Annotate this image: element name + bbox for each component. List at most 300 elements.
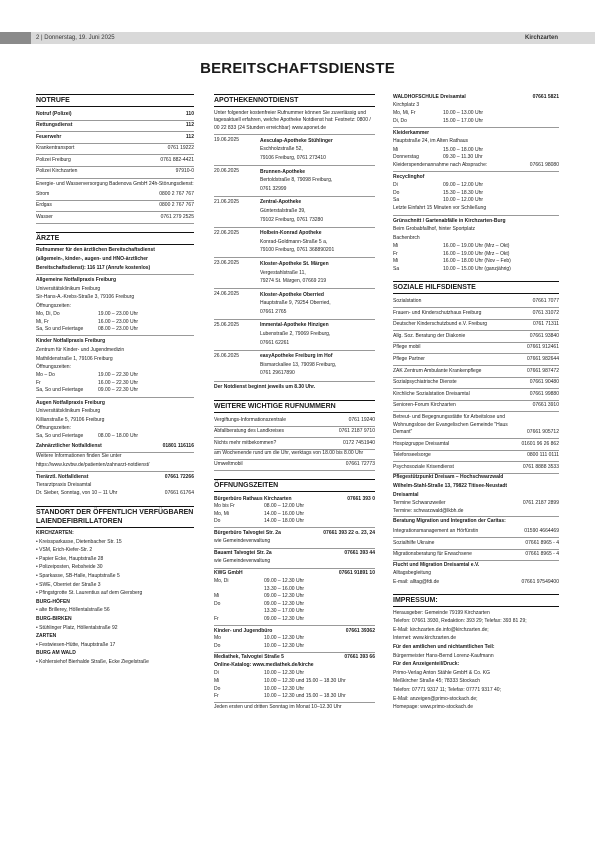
hours-row xyxy=(393,118,559,126)
apotheke-info xyxy=(260,137,333,163)
hours-day: Sa, So und Feiertage xyxy=(36,387,84,394)
apotheke-name: easyApotheke Freiburg im Hof xyxy=(260,353,333,360)
oeffnung-block-head xyxy=(214,530,375,538)
oeffnung-hours-row xyxy=(214,518,375,526)
zahnarzt-label: Zahnärztlicher Notfalldienst xyxy=(36,442,102,449)
oeffnung-hours-time: 13.30 – 16.00 Uhr xyxy=(264,585,305,592)
section-heading-aerzte: ÄRZTE xyxy=(36,232,194,245)
oeffnung-hours-day: Do xyxy=(214,518,221,525)
kinder-line: Mathildenstraße 1, 79106 Freiburg xyxy=(36,355,113,362)
oeffnung-hours-time: 10.00 – 12.30 Uhr xyxy=(264,642,305,649)
oeffnung-hours-day: Fr xyxy=(214,615,219,622)
oeffnung-hours-day: Di xyxy=(214,670,219,677)
aerzte-line: Öffnungszeiten: xyxy=(36,303,71,309)
tierarzt-label: Tierärztl. Notfalldienst xyxy=(36,473,89,480)
hilfsdienst-value: 0800 111 0111 xyxy=(527,452,559,459)
oeffnung-block-head xyxy=(214,496,375,504)
defi-location: • Stühlinger Platz, Höllentalstraße 92 xyxy=(36,624,194,633)
kleider-tel-label: Kleiderspendenannahme nach Absprache: xyxy=(393,161,488,168)
apotheke-name: Zentral-Apotheke xyxy=(260,199,302,206)
apotheke-address: 07661 62261 xyxy=(260,339,290,346)
hours-time: 15.00 – 17.00 Uhr xyxy=(443,117,484,124)
apotheken-list xyxy=(214,135,375,381)
flucht-email[interactable]: E-mail: alltag@fdi.de xyxy=(393,578,440,585)
hours-time: 16.00 – 19.00 Uhr (Mrz – Okt) xyxy=(443,243,510,250)
migration-value: 07661 8965 - 4 xyxy=(525,551,559,558)
page-header-left: 2 | Donnerstag, 19. Juni 2025 xyxy=(36,35,115,41)
oeffnung-hours-day: Mi xyxy=(214,593,220,600)
tierarzt-row-2 xyxy=(36,490,194,498)
hilfsdienst-row xyxy=(393,308,559,320)
impressum-line: Internet: www.kirchzarten.de xyxy=(393,635,457,642)
defi-location: • Kohlersiehof Bierhalde Straße, Ecke Ziegelstraße xyxy=(36,658,194,667)
hours-row xyxy=(393,154,559,162)
oeffnung-hours-time: 13.30 – 17.00 Uhr xyxy=(264,608,305,615)
migration-row xyxy=(393,527,559,539)
hilfsdienst-value: 0761 71311 xyxy=(532,321,559,328)
migration-label: Integrationsmanagement an Hörfürstin xyxy=(393,528,479,535)
hilfsdienst-label: Allg. Soz. Beratung der Diakonie xyxy=(393,332,466,339)
oeffnung-hours-row xyxy=(214,686,375,694)
migration-title: Beratung Migration und Integration der Caritas: xyxy=(393,518,506,525)
hours-time: 08.00 – 18.00 Uhr xyxy=(98,433,139,440)
apotheke-address: 0761 29617890 xyxy=(260,370,295,377)
section-heading-oeffnung: ÖFFNUNGSZEITEN xyxy=(214,479,375,492)
kleider-tel: 07661 98080 xyxy=(529,161,559,168)
apotheke-info xyxy=(260,353,336,379)
hours-row xyxy=(36,372,194,380)
defi-location: • Pfingstgrotte St. Laurentius auf dem Giersberg xyxy=(36,590,194,599)
apotheke-entry xyxy=(214,351,375,382)
notruf-label: Notruf (Polizei) xyxy=(36,110,72,117)
hilfsdienst-value: 0761 8888 3533 xyxy=(522,463,559,470)
hilfsdienst-label: Hospizgruppe Dreisamtal xyxy=(393,440,450,447)
hilfsdienst-row xyxy=(393,366,559,378)
weitere-label: Abfallberatung des Landkreises xyxy=(214,428,285,435)
notruf-row xyxy=(36,155,194,167)
oeffnung-footer: Jeden ersten und dritten Sonntag im Monat 10–12.30 Uhr xyxy=(214,703,342,710)
page-title: BEREITSCHAFTSDIENSTE xyxy=(200,60,395,77)
kinder-line: Zentrum für Kinder- und Jugendmedizin xyxy=(36,346,125,353)
column-3 xyxy=(393,94,559,712)
aerzte-line: Sir-Hans-A.-Krebs-Straße 3, 79106 Freiburg xyxy=(36,294,135,301)
flucht-line: Alltagsbegleitung xyxy=(393,570,432,577)
energie-label: Strom xyxy=(36,190,50,197)
flucht-line: Flucht und Migration Dreisamtal e.V. xyxy=(393,561,480,568)
defi-location: • alte Brillerey, Höllentalstraße 56 xyxy=(36,607,194,616)
column-1 xyxy=(36,94,194,667)
tierarzt-phone-2: 07661 61764 xyxy=(164,489,194,496)
oeffnung-hours-time: 10.00 – 12.30 Uhr xyxy=(264,670,305,677)
umweltmobil-phone: 07661 72773 xyxy=(345,461,375,467)
migration-list xyxy=(393,527,559,562)
apotheke-address: Bismarckallee 13, 79098 Freiburg, xyxy=(260,361,337,368)
oeffnung-block-note: wie Gemeindeverwaltung xyxy=(214,558,271,565)
oeffnung-hours-row xyxy=(214,693,375,701)
energie-value: 0800 2 767 767 xyxy=(159,190,194,197)
oeffnung-block xyxy=(214,653,375,704)
weitere-label: Nichts mehr mitbekommen? xyxy=(214,439,277,446)
oeffnung-block xyxy=(214,528,375,548)
defi-group-name: BURG-HÖFEN xyxy=(36,598,70,605)
hours-list xyxy=(36,433,194,441)
hours-time: 16.00 – 22.30 Uhr xyxy=(98,379,139,386)
oeffnung-hours-time: 09.00 – 12.30 Uhr xyxy=(264,577,305,584)
apotheke-address: 79102 Freiburg, 0761 73280 xyxy=(260,216,324,223)
apotheke-name: Immental-Apotheke Hinzigen xyxy=(260,322,329,329)
oeffnung-block-phone: 07661 393 66 xyxy=(344,654,375,661)
apotheke-name: Aesculap-Apotheke Stühlinger xyxy=(260,137,333,144)
section-heading-defi: STANDORT DER ÖFFENTLICH VERFÜGBAREN LAIENDEFIBRILLATOREN xyxy=(36,506,194,528)
apotheke-entry xyxy=(214,135,375,166)
apotheke-info xyxy=(260,168,332,194)
oeffnung-hours-day: Mo, Di xyxy=(214,577,229,584)
hours-time: 10.00 – 13.00 Uhr xyxy=(443,110,484,117)
hilfsdienst-label: Sozialstation xyxy=(393,297,422,304)
oeffnung-hours-day: Do xyxy=(214,685,221,692)
defi-group-name: KIRCHZARTEN: xyxy=(36,530,74,537)
notruf-row xyxy=(36,144,194,156)
impressum-line: Telefon: 07661 3930, Redaktion: 393 29; Telefax: 393 81 29; xyxy=(393,618,527,625)
hours-time: 10.00 – 15.00 Uhr (ganzjährig) xyxy=(443,265,511,272)
hours-day: Mi xyxy=(393,243,399,250)
oeffnung-hours-row xyxy=(214,635,375,643)
apotheke-entry xyxy=(214,197,375,228)
impressum-line: Für den amtlichen und nichtamtlichen Teil: xyxy=(393,643,495,650)
defi-location: • Kreissparkasse, Dietenbacher Str. 15 xyxy=(36,538,194,547)
hilfsdienst-label: Psychosoziale Krisendienst xyxy=(393,463,454,470)
impressum-line: Herausgeber: Gemeinde 79199 Kirchzarten xyxy=(393,609,490,616)
hilfsdienst-label: Telefonseelsorge xyxy=(393,452,431,459)
section-heading-hilfsdienste: SOZIALE HILFSDIENSTE xyxy=(393,281,559,294)
hours-row xyxy=(36,311,194,319)
oeffnung-hours-row xyxy=(214,608,375,616)
oeffnung-hours-row xyxy=(214,586,375,594)
weitere-row xyxy=(214,438,375,450)
energie-label: Erdgas xyxy=(36,202,52,209)
oeffnung-hours-row xyxy=(214,616,375,624)
oeffnung-block-phone: 07661 39362 xyxy=(345,627,375,634)
notrufe-list xyxy=(36,109,194,179)
energie-value: 0761 279 2525 xyxy=(160,213,194,220)
notruf-value: 112 xyxy=(185,133,194,140)
apotheke-name: Holbein-Konrad Apotheke xyxy=(260,230,322,237)
apotheke-address: Vergestahlstraße 11, xyxy=(260,269,306,276)
defi-list xyxy=(36,530,194,668)
section-heading-apotheken: APOTHEKENNOTDIENST xyxy=(214,94,375,107)
apotheke-address: Bertoldstraße 8, 79098 Freiburg, xyxy=(260,177,333,184)
hours-row xyxy=(393,190,559,198)
notruf-row xyxy=(36,121,194,133)
kleider-tel-row xyxy=(393,162,559,170)
tierarzt-row xyxy=(36,472,194,481)
hours-time: 16.00 – 18.00 Uhr (Nov – Feb) xyxy=(443,258,511,265)
migration-value: 07661 8965 - 4 xyxy=(525,539,559,546)
oeffnung-hours-day: Mi xyxy=(214,678,220,685)
hours-day: Donnerstag xyxy=(393,154,419,161)
oeffnung-hours-day: Do xyxy=(214,600,221,607)
hours-row xyxy=(36,319,194,327)
hours-day: Mi xyxy=(393,258,399,265)
hours-day: Sa xyxy=(393,197,400,204)
apotheke-name: Kloster-Apotheke Oberried xyxy=(260,291,324,298)
hours-row xyxy=(36,387,194,395)
apotheke-info xyxy=(260,199,323,225)
zahnarzt-row xyxy=(36,441,194,453)
defi-location: • Festwiesen-Hütte, Hauptstraße 17 xyxy=(36,641,194,650)
energie-label: Wasser xyxy=(36,213,53,220)
section-heading-notrufe: NOTRUFE xyxy=(36,94,194,107)
oeffnung-hours-row xyxy=(214,593,375,601)
migration-value: 01590 4664469 xyxy=(524,528,559,535)
impressum-line: Primo-Verlag Anton Stähle GmbH & Co. KG xyxy=(393,669,490,676)
pflege-phone: 0761 2187 2899 xyxy=(522,499,559,506)
oeffnung-block xyxy=(214,569,375,626)
hilfsdienst-value: 0761 31072 xyxy=(532,309,559,316)
hours-list xyxy=(393,110,559,125)
zahnarzt-note: Weitere Informationen finden Sie unter xyxy=(36,453,122,460)
defi-location: • SWE, Oberriet der Straße 3 xyxy=(36,581,194,590)
apotheke-address: Lubenstraße 2, 79069 Freiburg, xyxy=(260,331,331,338)
zahnarzt-phone: 01801 116116 xyxy=(162,442,194,449)
pflege-label: Termine Schwanzweiler xyxy=(393,499,446,506)
hours-row xyxy=(36,433,194,441)
hilfs-list xyxy=(393,296,559,412)
hours-day: Mo, Mi, Fr xyxy=(393,110,416,117)
notruf-value: 112 xyxy=(185,122,194,129)
augen-line: Augen Notfallpraxis Freiburg xyxy=(36,399,105,406)
page-header-bar xyxy=(0,32,595,44)
hilfsdienst-value: 07661 987472 xyxy=(527,367,559,374)
notruf-label: Polizei Kirchzarten xyxy=(36,168,78,175)
apotheke-date: 24.06.2025 xyxy=(214,291,240,298)
hilfsdienst-row xyxy=(393,462,559,474)
hours-list xyxy=(393,147,559,162)
impressum-line: Telefon: 07771 9317 11; Telefax: 07771 9317 40; xyxy=(393,686,501,693)
impressum-line: Meßkircher Straße 45; 78333 Stockach xyxy=(393,678,480,685)
oeffnung-hours-row xyxy=(214,643,375,651)
pflege-row xyxy=(393,500,559,508)
migration-row xyxy=(393,538,559,550)
apotheke-address: Konrad-Goldmann-Straße 5 a, xyxy=(260,238,328,245)
hours-time: 10.00 – 12.00 Uhr xyxy=(443,197,484,204)
hours-time: 19.00 – 22.30 Uhr xyxy=(98,372,139,379)
defi-group-name: BURG AM WALD xyxy=(36,650,76,657)
hours-day: Sa, So und Feiertage xyxy=(36,433,84,440)
apotheke-address: Eschholzstraße 52, xyxy=(260,146,303,153)
hours-list xyxy=(393,182,559,205)
hours-day: Mo, Di, Do xyxy=(36,311,60,318)
hours-time: 09.00 – 12.00 Uhr xyxy=(443,181,484,188)
defi-location: • Papier Ecke, Hauptstraße 28 xyxy=(36,555,194,564)
hilfsdienst-value: 07661 912461 xyxy=(527,344,559,351)
oeffnung-hours-time: 10.00 – 12.30 Uhr xyxy=(264,635,305,642)
hilfsdienst-label: Senioren-Forum Kirchzarten xyxy=(393,402,456,409)
pflege-line: Wilhelm-Stahl-Straße 13, 79822 Titisee-Neustadt xyxy=(393,483,508,490)
oeffnung-hours-time: 10.00 – 12.30 und 15.00 – 18.30 Uhr xyxy=(264,693,346,700)
augen-line: Öffnungszeiten: xyxy=(36,425,71,432)
energie-label: Energie- und Wasserversorgung Badenova GmbH 24h-Störungsdienst: xyxy=(36,181,194,188)
oeffnung-block-title: Bürgerbüro Talvogtei Str. 2a xyxy=(214,529,281,536)
augen-line: Killianstraße 5, 79106 Freiburg xyxy=(36,416,105,423)
weitere-list xyxy=(214,415,375,450)
hours-time: 09.00 – 22.30 Uhr xyxy=(98,387,139,394)
oeffnung-hours-row xyxy=(214,511,375,519)
apotheke-date: 25.06.2025 xyxy=(214,321,240,328)
weitere-note: am Wochenende rund um die Uhr, werktags von 18.00 bis 8.00 Uhr xyxy=(214,450,375,460)
hilfsdienst-value: 01601 96 26 862 xyxy=(521,440,559,447)
oeffnung-block xyxy=(214,549,375,569)
page-header-right: Kirchzarten xyxy=(524,35,558,41)
aerzte-line: Bereitschaftsdienst): 116 117 (Anrufe kostenlos) xyxy=(36,264,151,271)
oeffnung-hours-time: 09.00 – 12.30 Uhr xyxy=(264,615,305,622)
gruen-line: Beim Grobabfallhof, hinter Sportplatz xyxy=(393,226,475,233)
oeffnung-hours-time: 10.00 – 12.30 Uhr xyxy=(264,685,305,692)
apotheke-entry xyxy=(214,228,375,259)
apotheke-entry xyxy=(214,166,375,197)
hours-time: 16.00 – 19.00 Uhr (Mrz – Okt) xyxy=(443,250,510,257)
gruen-title: Grünschnitt / Gartenabfälle in Kirchzarten-Burg xyxy=(393,217,506,224)
hilfsdienst-label: Deutscher Kinderschutzbund e.V. Freiburg xyxy=(393,321,488,328)
kleider-title: Kleiderkammer xyxy=(393,129,430,136)
hilfsdienst-label: Pflege mobil xyxy=(393,344,421,351)
hilfsdienst-row xyxy=(393,354,559,366)
recycling-note: Letzte Einfahrt 15 Minuten vor Schließung xyxy=(393,205,487,212)
hilfsdienst-row xyxy=(393,296,559,308)
tierarzt-line: Tierarztpraxis Dreisamtal xyxy=(36,481,92,488)
defi-location: • VSM, Erich-Kiefer-Str. 2 xyxy=(36,547,194,556)
column-2 xyxy=(214,94,375,712)
oeffnung-hours-day: Mo bis Fr xyxy=(214,503,235,510)
oeffnung-block-head xyxy=(214,628,375,636)
apotheke-entry xyxy=(214,258,375,289)
umweltmobil-row xyxy=(214,460,375,472)
hilfsdienst-row xyxy=(393,378,559,390)
augen-line: Universitätsklinikum Freiburg xyxy=(36,408,101,415)
weitere-label: Vergiftungs-Informationszentrale xyxy=(214,416,286,423)
aerzte-line: (allgemein-, kinder-, augen- und HNO-ärztlicher xyxy=(36,256,148,263)
oeffnung-block-title: KWG GmbH xyxy=(214,570,243,577)
zahnarzt-link[interactable]: https://www.kzvbw.de/patienten/zahnarzt-notdienst/ xyxy=(36,461,194,472)
hours-time: 15.30 – 18.30 Uhr xyxy=(443,189,484,196)
weitere-value: 0172 7451940 xyxy=(343,439,375,446)
gruen-line: Bachenbrch xyxy=(393,235,420,241)
waldhof-addr: Kirchplatz 3 xyxy=(393,102,420,109)
hilfsdienst-value: 07661 99880 xyxy=(529,390,559,397)
hilfsdienst-row xyxy=(393,389,559,401)
hours-time: 15.00 – 18.00 Uhr xyxy=(443,146,484,153)
tierarzt-line: Dr. Sieber, Sonntag, von 10 – 11 Uhr xyxy=(36,489,118,496)
apotheke-address: 79100 Freiburg, 0761 368890201 xyxy=(260,247,335,254)
page-tab-marker xyxy=(0,32,31,44)
weitere-row xyxy=(214,427,375,439)
energie-row xyxy=(36,212,194,224)
hilfsdienst-label: Kirchliche Sozialstation Dreisamtal xyxy=(393,390,470,397)
notruf-row xyxy=(36,132,194,144)
apotheke-date: 20.06.2025 xyxy=(214,168,240,175)
oeffnung-hours-row xyxy=(214,678,375,686)
oeffnung-hours-time: 09.00 – 12.30 Uhr xyxy=(264,593,305,600)
oeffnung-hours-time: 14.00 – 16.00 Uhr xyxy=(264,510,305,517)
waldhof-phone: 07661 5821 xyxy=(532,94,559,100)
aerzte-line: Allgemeine Notfallpraxis Freiburg xyxy=(36,277,117,284)
oeffnung-block-head xyxy=(214,654,375,662)
oeffnung-hours-row xyxy=(214,670,375,678)
hilfsdienst-label: ZAK Zentrum Ambulante Krankenpflege xyxy=(393,367,482,374)
notruf-value: 0761 882-4421 xyxy=(160,156,194,163)
notruf-row xyxy=(36,167,194,179)
hilfsdienst-row xyxy=(393,320,559,332)
apotheken-intro: Unter folgender kostenfreier Rufnummer können Sie zuverlässig und tagesaktuell erfahren, welche Apotheke Notdienst hat: Festnetz: 0800 / 00 22 833 (24 Stunden erreichbar) www.aponet.de xyxy=(214,109,375,135)
hours-time: 16.00 – 23.00 Uhr xyxy=(98,318,139,325)
aerzte-line: Rufnummer für den ärztlichen Bereitschaftsdienst xyxy=(36,247,155,254)
apotheke-info xyxy=(260,230,334,256)
hilfsdienst-label: Pflege Partner xyxy=(393,355,425,362)
oeffnung-hours-row xyxy=(214,601,375,609)
section-heading-impressum: IMPRESSUM: xyxy=(393,594,559,607)
oeffnung-block-phone: 07661 393 44 xyxy=(344,550,375,557)
apotheke-entry xyxy=(214,289,375,320)
oeffnung-block-title: Mediathek, Talvogtei Straße 5 xyxy=(214,654,284,661)
oeffnung-hours-row xyxy=(214,578,375,586)
hours-row xyxy=(393,251,559,259)
apotheke-date: 19.06.2025 xyxy=(214,137,240,144)
oeffnung-block-note: wie Gemeindeverwaltung xyxy=(214,538,271,545)
apotheke-address: 0761 32999 xyxy=(260,185,287,192)
apotheke-date: 26.06.2025 xyxy=(214,352,240,359)
hours-day: Mo – Do xyxy=(36,372,55,379)
hours-list xyxy=(36,311,194,334)
notruf-value: 0761 19222 xyxy=(167,145,194,152)
hours-day: Fr xyxy=(36,379,41,386)
recycling-title: Recyclinghof xyxy=(393,173,425,180)
weitere-value: 0761 19240 xyxy=(348,416,375,423)
apotheke-info xyxy=(260,291,331,317)
defi-group-name: ZARTEN xyxy=(36,633,57,640)
notruf-value: 97910-0 xyxy=(175,168,194,175)
flucht-row xyxy=(393,579,559,587)
notruf-value: 110 xyxy=(185,110,194,117)
energie-row xyxy=(36,201,194,213)
hilfsdienst-value: 07661 7077 xyxy=(532,297,559,304)
hours-list xyxy=(393,243,559,273)
waldhof-row xyxy=(393,94,559,102)
apotheke-address: Hauptstraße 9, 79254 Oberried, xyxy=(260,300,331,307)
oeffnung-hours-time: 09.00 – 12.30 Uhr xyxy=(264,600,305,607)
oeffnung-block-phone: 07661 393 0 xyxy=(347,495,375,502)
hours-time: 09.30 – 11.30 Uhr xyxy=(443,154,483,161)
apotheke-address: 79274 St. Märgen, 07669 219 xyxy=(260,278,327,285)
hours-day: Fr xyxy=(393,250,398,257)
pflege-line: Pflegestützpunkt Dreisam – Hochschwarzwald xyxy=(393,474,504,481)
apotheke-address: Günterstalstraße 39, xyxy=(260,207,306,214)
hilfs-list-2 xyxy=(393,439,559,474)
kinder-line: Kinder Notfallpraxis Freiburg xyxy=(36,338,106,345)
pflege-line: Dreisamtal xyxy=(393,491,419,498)
pflege-line: Termine: schwarzwald@lkbh.de xyxy=(393,507,559,517)
hours-row xyxy=(36,380,194,388)
oeffnung-block xyxy=(214,494,375,528)
weitere-row xyxy=(214,415,375,427)
migration-row xyxy=(393,550,559,562)
hours-day: Sa, So und Feiertage xyxy=(36,326,84,333)
hilfsdienst-value: 07661 90480 xyxy=(529,379,559,386)
oeffnung-block xyxy=(214,626,375,653)
aerzte-line: Universitätsklinikum Freiburg xyxy=(36,285,101,292)
hours-day: Di xyxy=(393,181,398,188)
oeffnung-block-title: Bürgerbüro Rathaus Kirchzarten xyxy=(214,495,292,502)
flucht-phone: 07661 97549400 xyxy=(521,578,559,585)
